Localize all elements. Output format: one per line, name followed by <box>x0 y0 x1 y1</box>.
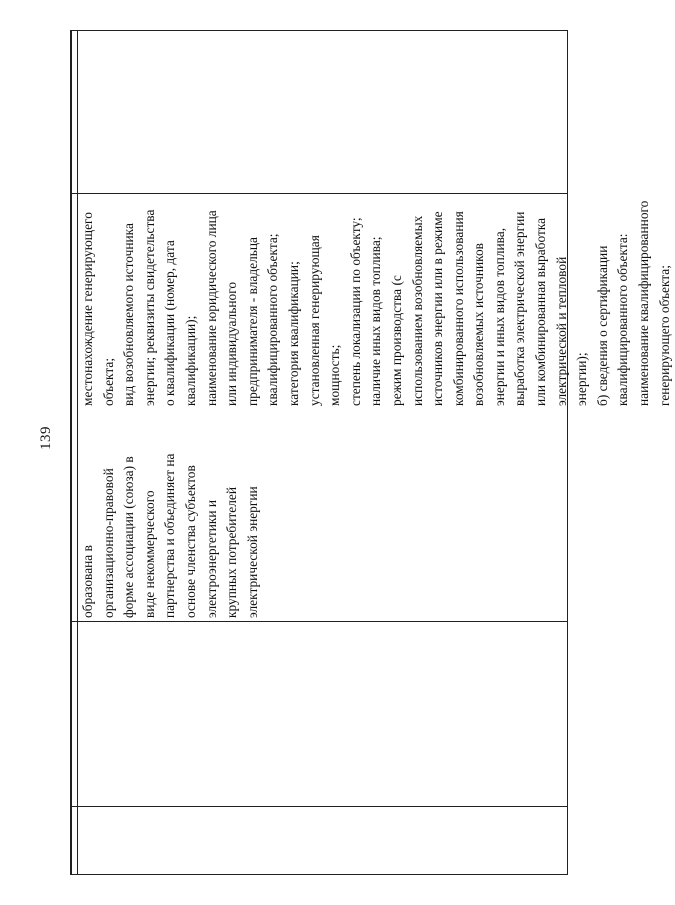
text-line: использованием возобновляемых <box>409 215 425 406</box>
text-line: образована в <box>80 545 95 618</box>
text-line: энергии); <box>574 352 590 406</box>
text-line: электроэнергетики и <box>203 499 219 618</box>
text-line: степень локализации по объекту; <box>347 217 363 406</box>
text-line: источников энергии или в режиме <box>430 211 446 406</box>
text-line: объекта; <box>100 357 116 406</box>
text-line: квалификации); <box>182 315 198 406</box>
text-line: или индивидуального <box>224 281 240 406</box>
text-line: мощность; <box>327 344 343 406</box>
text-line: комбинированного использования <box>450 211 466 406</box>
text-line: организационно-правовой <box>100 468 116 618</box>
text-line: или комбинированная выработка <box>533 217 549 406</box>
text-line: местонахождение генерирующего <box>80 212 95 406</box>
text-line: наименование квалифицированного <box>636 200 652 406</box>
text-line: квалифицированного объекта; <box>265 233 281 406</box>
page-number: 139 <box>38 426 54 450</box>
text-line: возобновляемых источников <box>471 243 487 406</box>
text-line: о квалификации (номер, дата <box>162 240 178 406</box>
text-line: крупных потребителей <box>224 487 240 618</box>
text-line: установленная генерирующая <box>306 235 322 406</box>
text-line: электрической и тепловой <box>553 256 569 406</box>
text-line: вид возобновляемого источника <box>121 223 137 406</box>
text-line: б) сведения о сертификации <box>594 245 610 406</box>
text-line: наличие иных видов топлива; <box>368 236 384 406</box>
text-line: генерирующего объекта; <box>656 265 672 406</box>
text-line: категория квалификации; <box>285 261 301 406</box>
text-line: форме ассоциации (союза) в <box>121 456 137 618</box>
text-line: основе членства субъектов <box>182 465 198 618</box>
text-line: энергии; реквизиты свидетельства <box>141 209 157 406</box>
text-line: электрической энергии <box>244 486 260 618</box>
text-line: квалифицированного объекта: <box>615 233 631 406</box>
text-line: наименование юридического лица <box>203 210 219 406</box>
text-line: партнерства и объединяет на <box>162 453 178 618</box>
column-divider <box>71 31 72 874</box>
text-line: выработка электрической энергии <box>512 211 528 406</box>
register-information <box>78 0 675 406</box>
text-line: режим производства (с <box>388 275 404 406</box>
text-line: виде некоммерческого <box>141 490 157 618</box>
text-line: предпринимателя - владельца <box>244 237 260 406</box>
text-line: энергии и иных видов топлива, <box>491 227 507 406</box>
row-divider <box>71 621 567 622</box>
row-divider <box>71 806 567 807</box>
